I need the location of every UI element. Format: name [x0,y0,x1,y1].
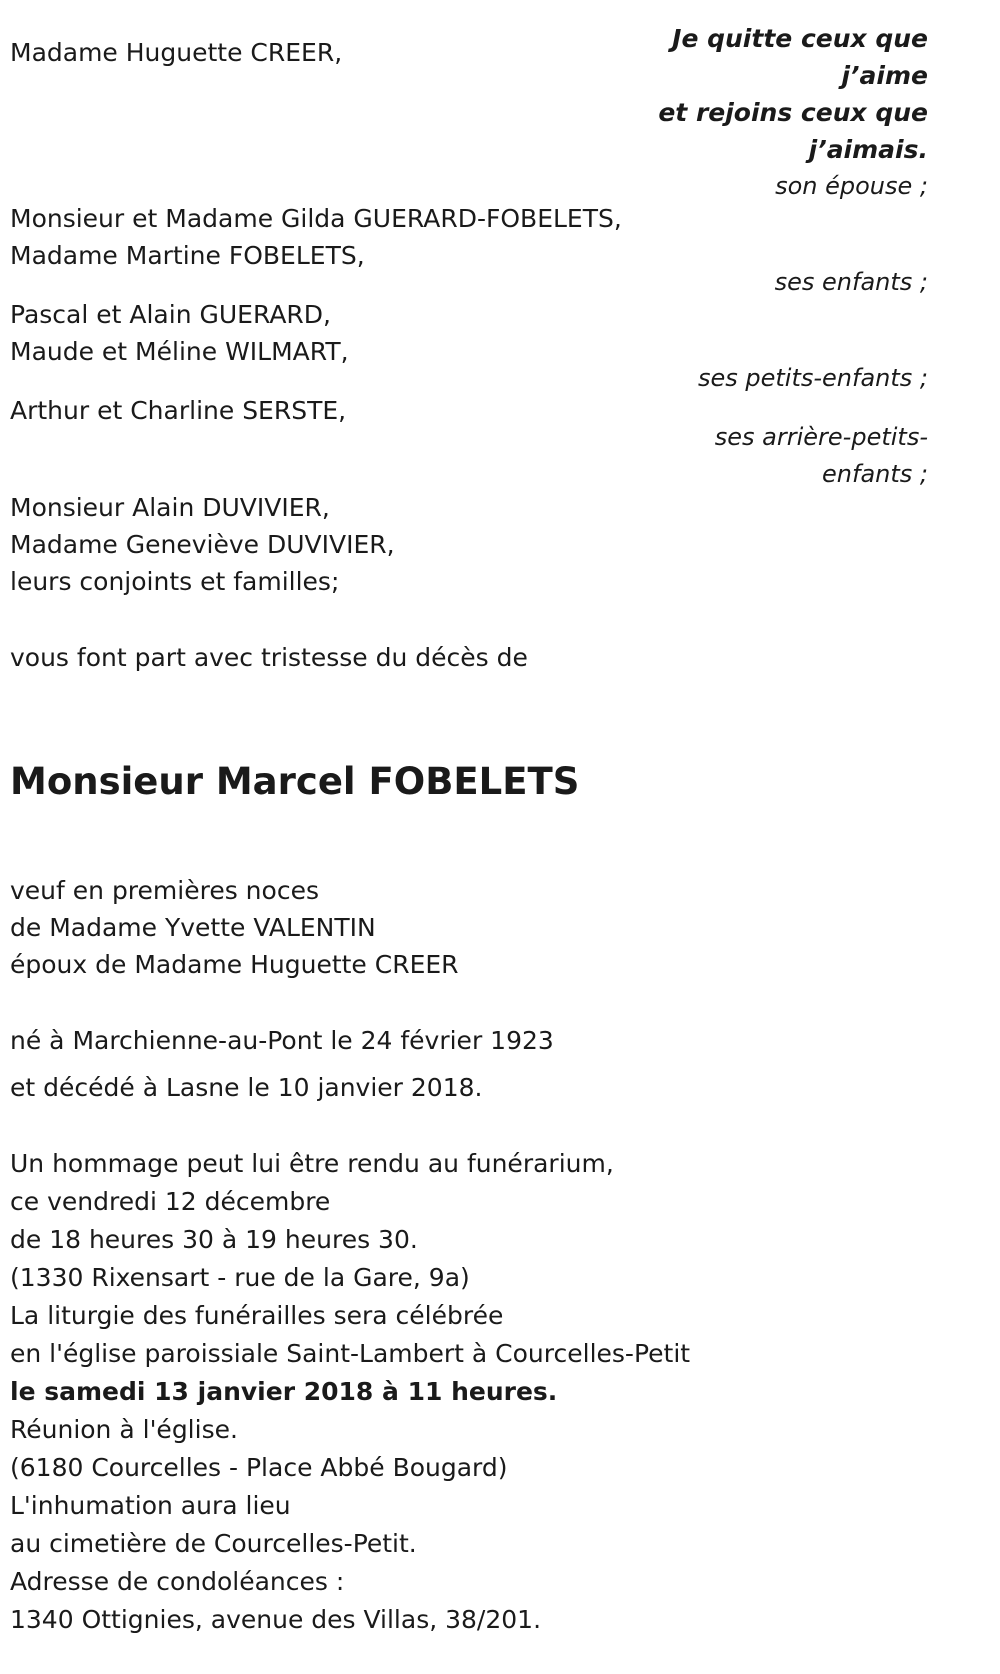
birth-line: né à Marchienne-au-Pont le 24 février 1923 [10,1026,554,1055]
spouse-name: Madame Huguette CREER, [10,38,343,67]
ceremony-after-1: Réunion à l'église. [10,1415,238,1444]
spouse-relation: son épouse ; [775,172,928,200]
child-name-2: Madame Martine FOBELETS, [10,241,365,270]
other-family-3: leurs conjoints et familles; [10,567,340,596]
ceremony-line-4: (1330 Rixensart - rue de la Gare, 9a) [10,1263,470,1292]
ceremony-date: le samedi 13 janvier 2018 à 11 heures. [10,1377,558,1406]
great-grandchild-name-1: Arthur et Charline SERSTE, [10,396,347,425]
marital-line-1: veuf en premières noces [10,876,319,905]
child-name-1: Monsieur et Madame Gilda GUERARD-FOBELETS, [10,204,622,233]
announcement-text: vous font part avec tristesse du décès de [10,643,528,672]
ceremony-line-2: ce vendredi 12 décembre [10,1187,331,1216]
ceremony-line-1: Un hommage peut lui être rendu au funérarium, [10,1149,614,1178]
deceased-name: Monsieur Marcel FOBELETS [10,760,580,803]
quote-line-3: et rejoins ceux que [658,98,928,127]
quote-line-2: j’aime [841,61,928,90]
marital-line-3: époux de Madame Huguette CREER [10,950,459,979]
ceremony-after-3: L'inhumation aura lieu [10,1491,291,1520]
other-family-2: Madame Geneviève DUVIVIER, [10,530,395,559]
quote-line-4: j’aimais. [808,135,928,164]
grandchildren-relation: ses petits-enfants ; [697,364,928,392]
ceremony-after-4: au cimetière de Courcelles-Petit. [10,1529,417,1558]
children-relation: ses enfants ; [774,268,928,296]
ceremony-after-2: (6180 Courcelles - Place Abbé Bougard) [10,1453,508,1482]
quote-line-1: Je quitte ceux que [672,24,928,53]
ceremony-line-5: La liturgie des funérailles sera célébrée [10,1301,504,1330]
grandchild-name-2: Maude et Méline WILMART, [10,337,349,366]
death-line: et décédé à Lasne le 10 janvier 2018. [10,1073,483,1102]
grandchild-name-1: Pascal et Alain GUERARD, [10,300,331,329]
great-grandchildren-relation-1: ses arrière-petits- [714,423,928,451]
other-family-1: Monsieur Alain DUVIVIER, [10,493,330,522]
marital-line-2: de Madame Yvette VALENTIN [10,913,376,942]
ceremony-after-5: Adresse de condoléances : [10,1567,345,1596]
ceremony-after-6: 1340 Ottignies, avenue des Villas, 38/201. [10,1605,542,1634]
ceremony-line-6: en l'église paroissiale Saint-Lambert à Courcelles-Petit [10,1339,691,1368]
ceremony-line-3: de 18 heures 30 à 19 heures 30. [10,1225,418,1254]
great-grandchildren-relation-2: enfants ; [822,460,928,488]
